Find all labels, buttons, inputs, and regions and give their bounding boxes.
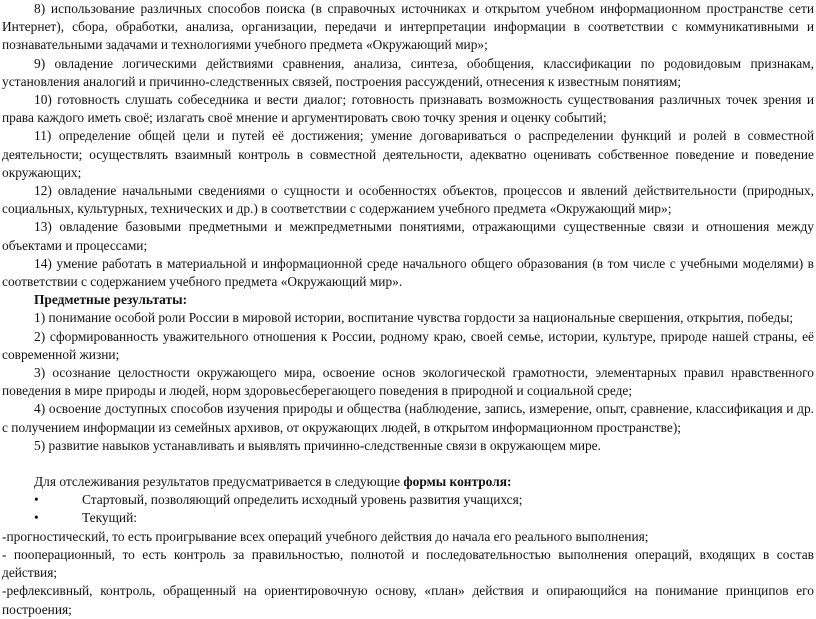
meta-item-8: 8) использование различных способов поиска (в справочных источниках и открытом учебном информационном пространстве сети Интернет), сбора, обработки, анализа, организации, передачи и интерпретации информации в соответствии с коммуникативными и познавательными задачами и технологиями учебного предмета «Окружающий мир»; [2, 1, 814, 53]
control-forms-lead [2, 473, 814, 491]
bullet-text: Текущий: [82, 510, 137, 526]
bullet-text: Стартовый, позволяющий определить исходный уровень развития учащихся; [82, 492, 523, 508]
meta-item-12: 12) овладение начальными сведениями о сущности и особенностях объектов, процессов и явлений действительности (природных, социальных, культурных, технических и др.) в соответствии с содержанием учебного предмета «Окружающий мир»; [2, 183, 814, 217]
dash-item-reflexive: -рефлексивный, контроль, обращенный на ориентировочную основу, «план» действия и опирающийся на понимание принципов его построения; [2, 583, 814, 617]
meta-item-13: 13) овладение базовыми предметными и межпредметными понятиями, отражающими существенные связи и отношения между объектами и процессами; [2, 219, 814, 253]
meta-item-14: 14) умение работать в материальной и информационной среде начального общего образования (в том числе с учебными моделями) в соответствии с содержанием учебного предмета «Окружающий мир». [2, 255, 814, 290]
subject-item-2: 2) сформированность уважительного отношения к России, родному краю, своей семье, истории, культуре, природе нашей страны, её современной жизни; [2, 328, 814, 362]
paragraph-gap [2, 455, 814, 473]
control-lead-bold: формы контроля: [403, 474, 512, 490]
dash-item-prognostic: -прогностический, то есть проигрывание всех операций учебного действия до начала его реального выполнения; [2, 528, 649, 544]
subject-results-heading: Предметные результаты: [34, 292, 188, 308]
subject-item-3: 3) осознание целостности окружающего мира, освоение основ экологической грамотности, элементарных правил нравственного поведения в мире природы и людей, норм здоровьесберегающего поведения в природной и социальной среде; [2, 365, 814, 399]
control-lead-text: Для отслеживания результатов предусматривается в следующие [34, 474, 404, 490]
dash-item-operational: - пооперационный, то есть контроль за правильностью, полнотой и последовательностью выполнения операций, входящих в состав действия; [2, 546, 814, 581]
meta-item-9: 9) овладение логическими действиями сравнения, анализа, синтеза, обобщения, классификации по родовидовым признакам, установления аналогий и причинно-следственных связей, построения рассуждений, отнесения к известным понятиям; [2, 55, 814, 89]
subject-item-5: 5) развитие навыков устанавливать и выявлять причинно-следственные связи в окружающем мире. [34, 437, 601, 453]
bullet-item-current [2, 509, 814, 527]
bullet-item-start [2, 491, 814, 509]
subject-item-4: 4) освоение доступных способов изучения природы и общества (наблюдение, запись, измерение, опыт, сравнение, классификация и др. с получением информации из семейных архивов, от окружающих людей, в открытом информационном пространстве); [2, 401, 814, 435]
meta-item-10: 10) готовность слушать собеседника и вести диалог; готовность признавать возможность существования различных точек зрения и права каждого иметь своё; излагать своё мнение и аргументировать свою точку зрения и оценку событий; [2, 92, 814, 126]
bullet-glyph: • [34, 510, 39, 526]
meta-item-11: 11) определение общей цели и путей её достижения; умение договариваться о распределении функций и ролей в совместной деятельности; осуществлять взаимный контроль в совместной деятельности, адекватно оценивать собственное поведение и поведение окружающих; [2, 128, 814, 180]
subject-item-1: 1) понимание особой роли России в мировой истории, воспитание чувства гордости за национальные свершения, открытия, победы; [34, 310, 794, 326]
bullet-glyph: • [34, 492, 39, 508]
